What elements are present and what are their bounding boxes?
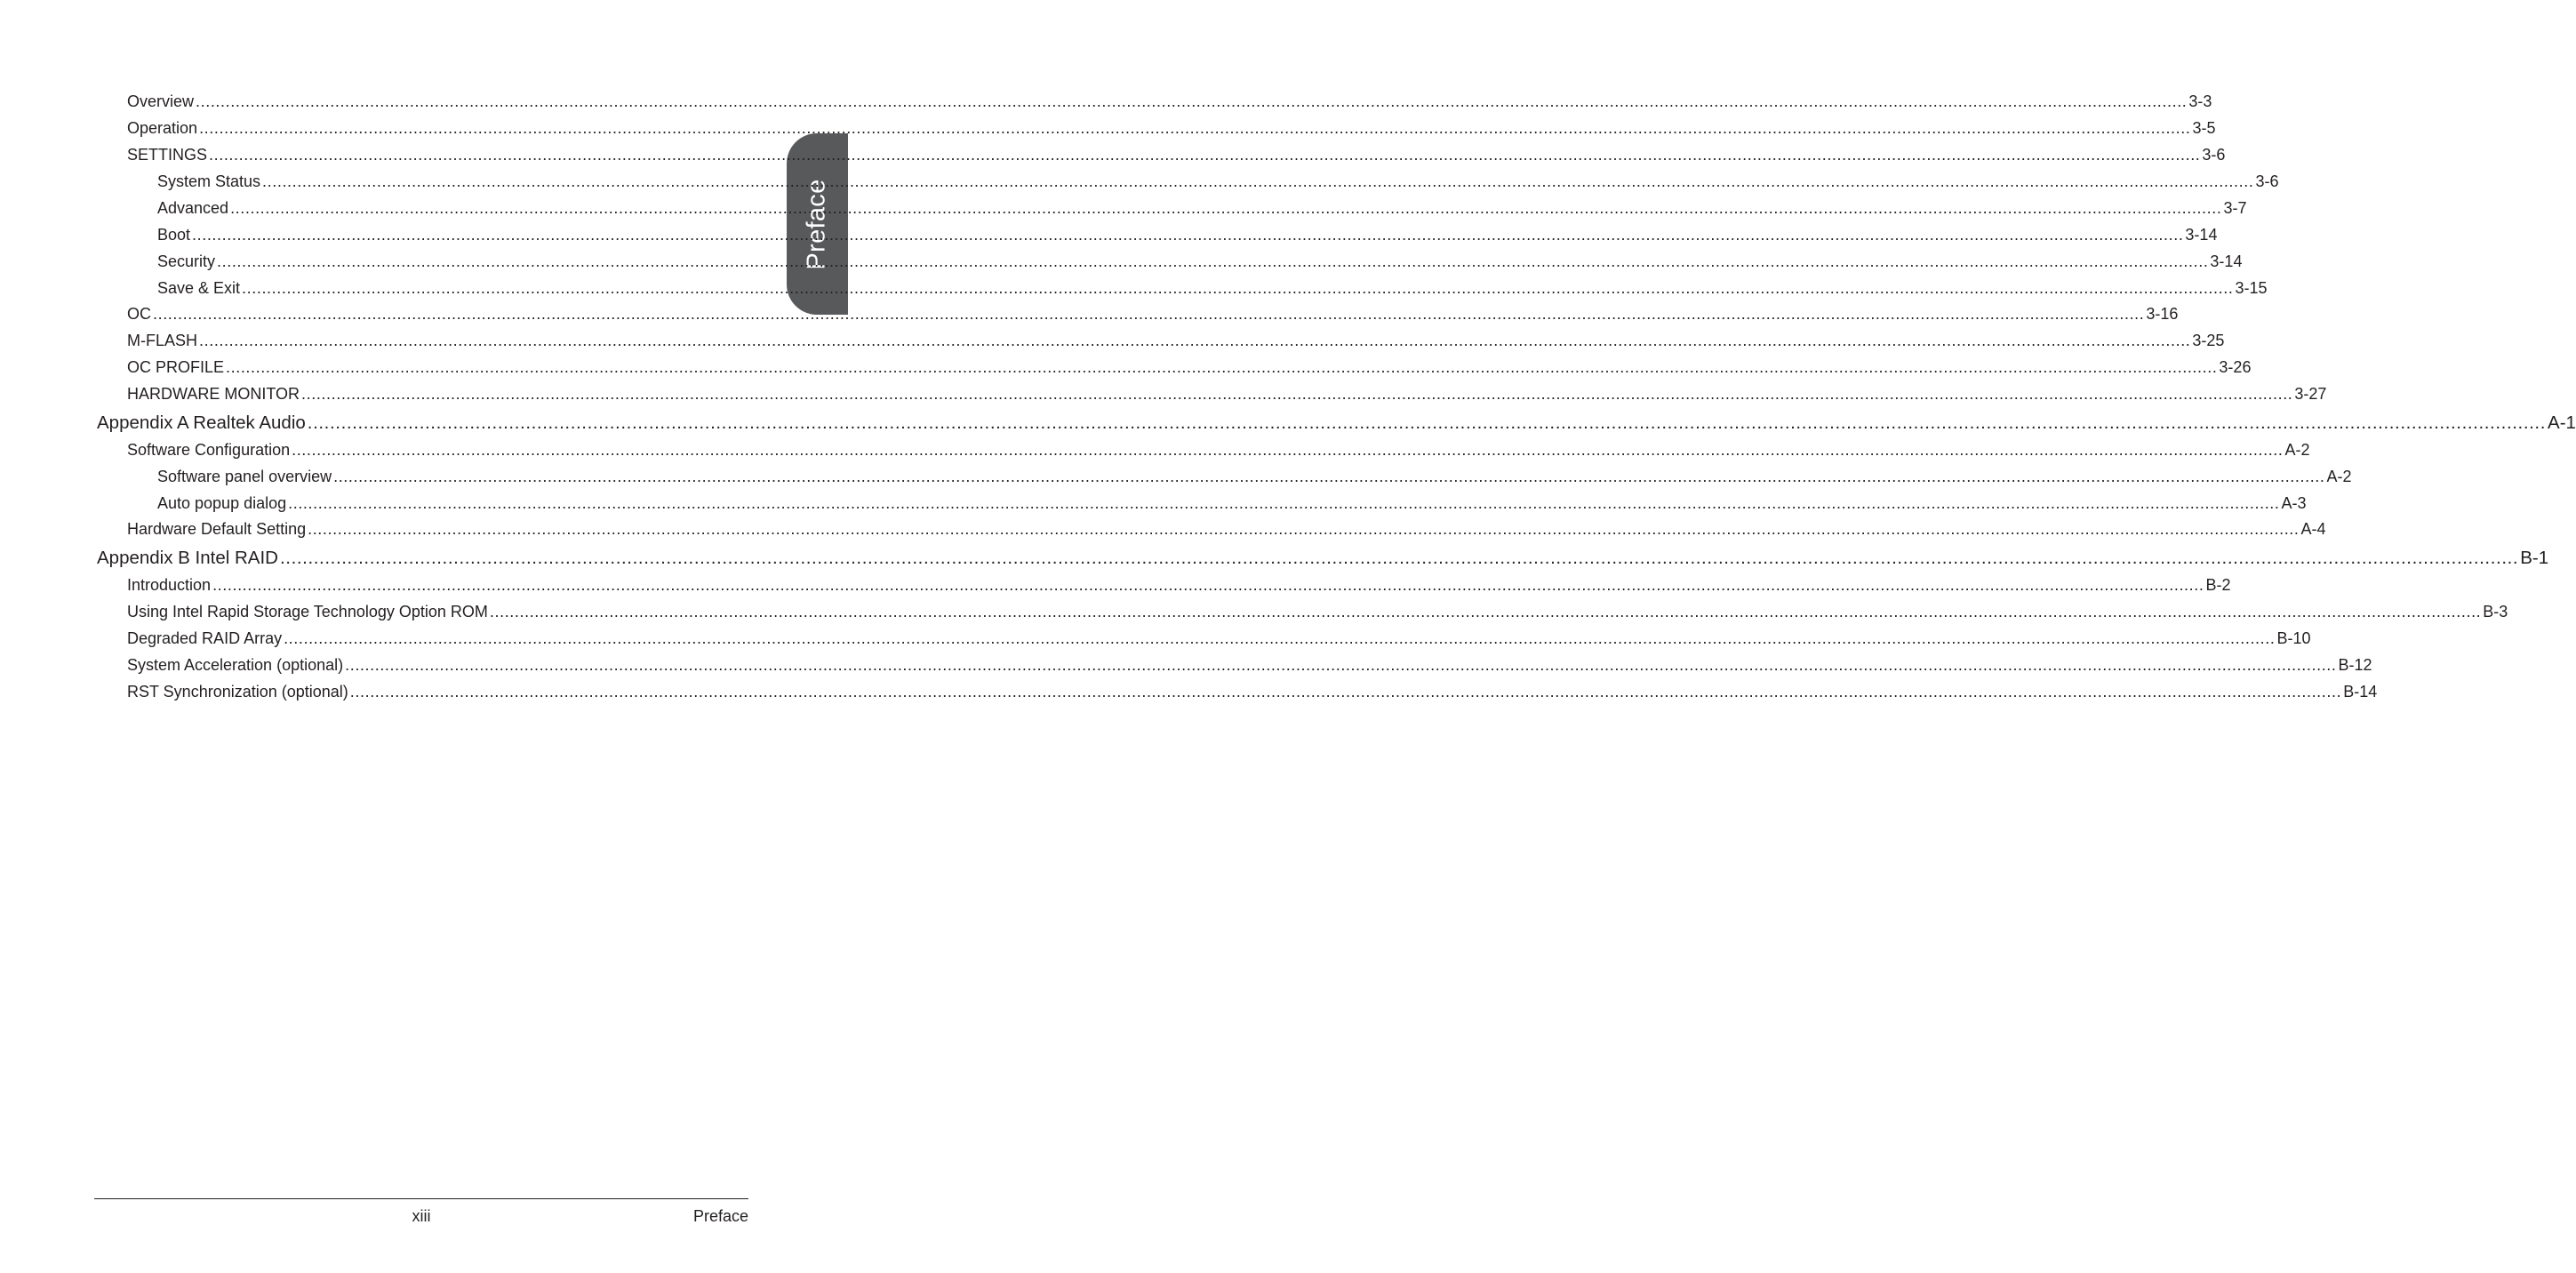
toc-entry-title: Using Intel Rapid Storage Technology Option ROM <box>127 603 488 620</box>
toc-entry-title: OC PROFILE <box>127 358 225 376</box>
toc-entry-oc-profile[interactable] <box>127 358 2252 377</box>
toc-entry-page: A-3 <box>2281 494 2307 512</box>
toc-entry-system-acceleration[interactable] <box>127 656 2372 675</box>
toc-entry-title: Appendix B Intel RAID <box>97 548 278 568</box>
toc-entry-title: HARDWARE MONITOR <box>127 385 300 403</box>
footer-section-name: Preface <box>692 1207 748 1225</box>
toc-entry-title: Boot <box>157 226 191 244</box>
toc-leader: ................................................................................................................................................................................................................................................................................................................................................................................................................ <box>308 520 2300 538</box>
toc-leader: ................................................................................................................................................................................................................................................................................................................................................................................................................ <box>292 441 2284 459</box>
toc-entry-page: 3-15 <box>2235 279 2268 297</box>
toc-entry-hardware-default-setting[interactable] <box>127 520 2326 539</box>
toc-entry-page: 3-3 <box>2188 92 2212 110</box>
toc-leader: ................................................................................................................................................................................................................................................................................................................................................................................................................ <box>199 119 2191 137</box>
toc-entry-page: 3-16 <box>2146 305 2179 323</box>
toc-entry-page: B-10 <box>2276 629 2311 647</box>
toc-entry-advanced[interactable] <box>157 199 2247 218</box>
toc-leader: ................................................................................................................................................................................................................................................................................................................................................................................................................ <box>345 656 2337 674</box>
toc-entry-overview[interactable] <box>127 92 2212 111</box>
toc-entry-software-configuration[interactable] <box>127 441 2310 460</box>
toc-entry-auto-popup-dialog[interactable] <box>157 494 2307 513</box>
toc-entry-title: Software panel overview <box>157 468 332 485</box>
toc-entry-title: Degraded RAID Array <box>127 629 283 647</box>
toc-entry-title: Introduction <box>127 576 212 594</box>
toc-entry-title: OC <box>127 305 151 323</box>
toc-entry-title: System Acceleration (optional) <box>127 656 344 674</box>
toc-leader: ................................................................................................................................................................................................................................................................................................................................................................................................................ <box>196 92 2188 110</box>
toc-leader: ................................................................................................................................................................................................................................................................................................................................................................................................................ <box>212 576 2204 594</box>
toc-entry-page: 3-14 <box>2185 226 2218 244</box>
toc-leader: ................................................................................................................................................................................................................................................................................................................................................................................................................ <box>301 385 2293 403</box>
toc-entry-system-status[interactable] <box>157 172 2279 191</box>
toc-leader: ................................................................................................................................................................................................................................................................................................................................................................................................................ <box>209 146 2201 164</box>
toc-entry-page: B-1 <box>2520 548 2549 568</box>
toc-entry-page: B-3 <box>2483 603 2508 620</box>
toc-entry-page: B-12 <box>2338 656 2372 674</box>
toc-leader: ................................................................................................................................................................................................................................................................................................................................................................................................................ <box>333 468 2325 485</box>
toc-entry-appendix-a[interactable] <box>97 412 2576 434</box>
toc-entry-title: Advanced <box>157 199 229 217</box>
toc-entry-title: M-FLASH <box>127 332 198 349</box>
toc-entry-title: Save & Exit <box>157 279 241 297</box>
toc-entry-page: 3-25 <box>2192 332 2225 349</box>
toc-leader: ................................................................................................................................................................................................................................................................................................................................................................................................................ <box>230 199 2222 217</box>
toc-entry-page: 3-6 <box>2255 172 2279 190</box>
toc-entry-page: B-14 <box>2343 683 2378 701</box>
toc-entry-settings[interactable] <box>127 146 2226 164</box>
toc-leader: ................................................................................................................................................................................................................................................................................................................................................................................................................ <box>307 412 2547 433</box>
toc-entry-introduction[interactable] <box>127 576 2231 595</box>
toc-leader: ................................................................................................................................................................................................................................................................................................................................................................................................................ <box>242 279 2234 297</box>
toc-entry-title: Operation <box>127 119 198 137</box>
side-tab-label: Preface <box>803 178 832 270</box>
toc-entry-title: Overview <box>127 92 195 110</box>
footer-divider <box>94 1198 748 1199</box>
toc-leader: ................................................................................................................................................................................................................................................................................................................................................................................................................ <box>288 494 2280 512</box>
toc-entry-title: RST Synchronization (optional) <box>127 683 348 701</box>
toc-entry-page: A-4 <box>2300 520 2326 538</box>
toc-entry-rst-synchronization[interactable] <box>127 683 2378 701</box>
toc-entry-title: Appendix A Realtek Audio <box>97 412 306 433</box>
toc-entry-title: Hardware Default Setting <box>127 520 307 538</box>
toc-leader: ................................................................................................................................................................................................................................................................................................................................................................................................................ <box>262 172 2254 190</box>
toc-entry-degraded-raid-array[interactable] <box>127 629 2311 648</box>
toc-leader: ................................................................................................................................................................................................................................................................................................................................................................................................................ <box>349 683 2342 701</box>
toc-entry-title: SETTINGS <box>127 146 208 164</box>
toc-leader: ................................................................................................................................................................................................................................................................................................................................................................................................................ <box>279 548 2519 568</box>
toc-entry-title: System Status <box>157 172 261 190</box>
toc-entry-appendix-b[interactable] <box>97 548 2549 569</box>
toc-entry-boot[interactable] <box>157 226 2218 244</box>
toc-entry-save-exit[interactable] <box>157 279 2268 298</box>
toc-leader: ................................................................................................................................................................................................................................................................................................................................................................................................................ <box>199 332 2191 349</box>
footer-page-number: xiii <box>412 1207 431 1225</box>
toc-entry-operation[interactable] <box>127 119 2216 138</box>
toc-leader: ................................................................................................................................................................................................................................................................................................................................................................................................................ <box>284 629 2276 647</box>
toc-entry-page: 3-5 <box>2192 119 2216 137</box>
toc-entry-oc[interactable] <box>127 305 2179 324</box>
toc-entry-software-panel-overview[interactable] <box>157 468 2352 486</box>
toc-entry-page: 3-7 <box>2223 199 2247 217</box>
toc-entry-security[interactable] <box>157 252 2243 271</box>
toc-entry-page: A-2 <box>2326 468 2352 485</box>
toc-entry-option-rom[interactable] <box>127 603 2508 621</box>
toc-entry-page: 3-6 <box>2202 146 2226 164</box>
toc-entry-page: 3-27 <box>2294 385 2327 403</box>
toc-leader: ................................................................................................................................................................................................................................................................................................................................................................................................................ <box>192 226 2184 244</box>
toc-entry-title: Software Configuration <box>127 441 291 459</box>
toc-leader: ................................................................................................................................................................................................................................................................................................................................................................................................................ <box>153 305 2145 323</box>
toc-entry-title: Auto popup dialog <box>157 494 287 512</box>
toc-entry-page: B-2 <box>2205 576 2231 594</box>
toc-entry-hardware-monitor[interactable] <box>127 385 2327 404</box>
toc-entry-title: Security <box>157 252 216 270</box>
toc-entry-m-flash[interactable] <box>127 332 2225 350</box>
toc-leader: ................................................................................................................................................................................................................................................................................................................................................................................................................ <box>226 358 2218 376</box>
toc-entry-page: 3-26 <box>2219 358 2252 376</box>
toc-leader: ................................................................................................................................................................................................................................................................................................................................................................................................................ <box>217 252 2209 270</box>
toc-entry-page: 3-14 <box>2210 252 2243 270</box>
toc-leader: ................................................................................................................................................................................................................................................................................................................................................................................................................ <box>489 603 2482 620</box>
toc-entry-page: A-1 <box>2548 412 2576 433</box>
toc-entry-page: A-2 <box>2284 441 2310 459</box>
